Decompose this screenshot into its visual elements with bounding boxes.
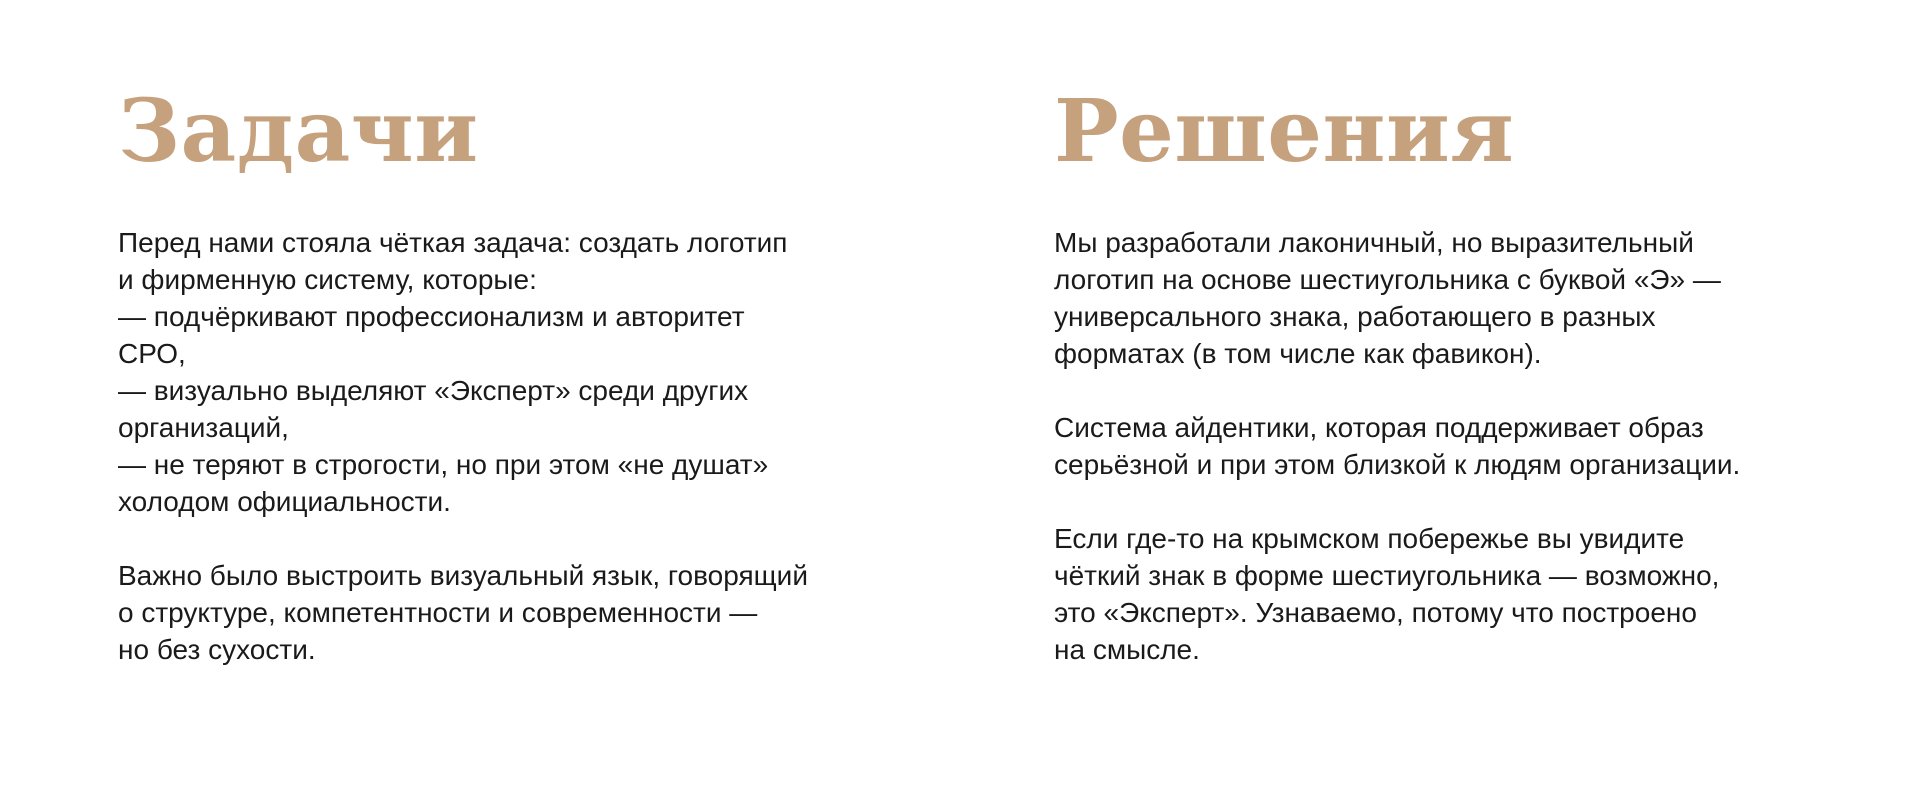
tasks-heading: Задачи (118, 81, 479, 182)
tasks-body (118, 224, 918, 668)
solutions-line: логотип на основе шестиугольника с буквой «Э» — (1054, 264, 1721, 295)
paragraph-gap (1054, 372, 1874, 409)
solutions-line: Мы разработали лаконичный, но выразительный (1054, 227, 1694, 258)
solutions-line: Система айдентики, которая поддерживает образ (1054, 412, 1704, 443)
tasks-line: и фирменную систему, которые: (118, 264, 537, 295)
solutions-column (1054, 80, 1874, 668)
solutions-line: Если где-то на крымском побережье вы увидите (1054, 523, 1685, 554)
solutions-heading: Решения (1054, 81, 1515, 182)
tasks-column (118, 80, 918, 668)
tasks-line: холодом официальности. (118, 486, 451, 517)
solutions-body (1054, 224, 1874, 668)
solutions-line: форматах (в том числе как фавикон). (1054, 338, 1542, 369)
solutions-line: универсального знака, работающего в разных (1054, 301, 1656, 332)
solutions-line: чёткий знак в форме шестиугольника — возможно, (1054, 560, 1720, 591)
tasks-line: — подчёркивают профессионализм и авторитет (118, 301, 745, 332)
tasks-line: организаций, (118, 412, 289, 443)
paragraph-gap (118, 520, 918, 557)
tasks-line: СРО, (118, 338, 186, 369)
tasks-line: — визуально выделяют «Эксперт» среди других (118, 375, 749, 406)
tasks-line: Важно было выстроить визуальный язык, говорящий (118, 560, 808, 591)
tasks-line: о структуре, компетентности и современности — (118, 597, 758, 628)
tasks-line: — не теряют в строгости, но при этом «не душат» (118, 449, 769, 480)
tasks-line: но без сухости. (118, 634, 316, 665)
solutions-line: это «Эксперт». Узнаваемо, потому что построено (1054, 597, 1697, 628)
solutions-line: серьёзной и при этом близкой к людям организации. (1054, 449, 1741, 480)
tasks-line: Перед нами стояла чёткая задача: создать логотип (118, 227, 788, 258)
solutions-line: на смысле. (1054, 634, 1200, 665)
paragraph-gap (1054, 483, 1874, 520)
